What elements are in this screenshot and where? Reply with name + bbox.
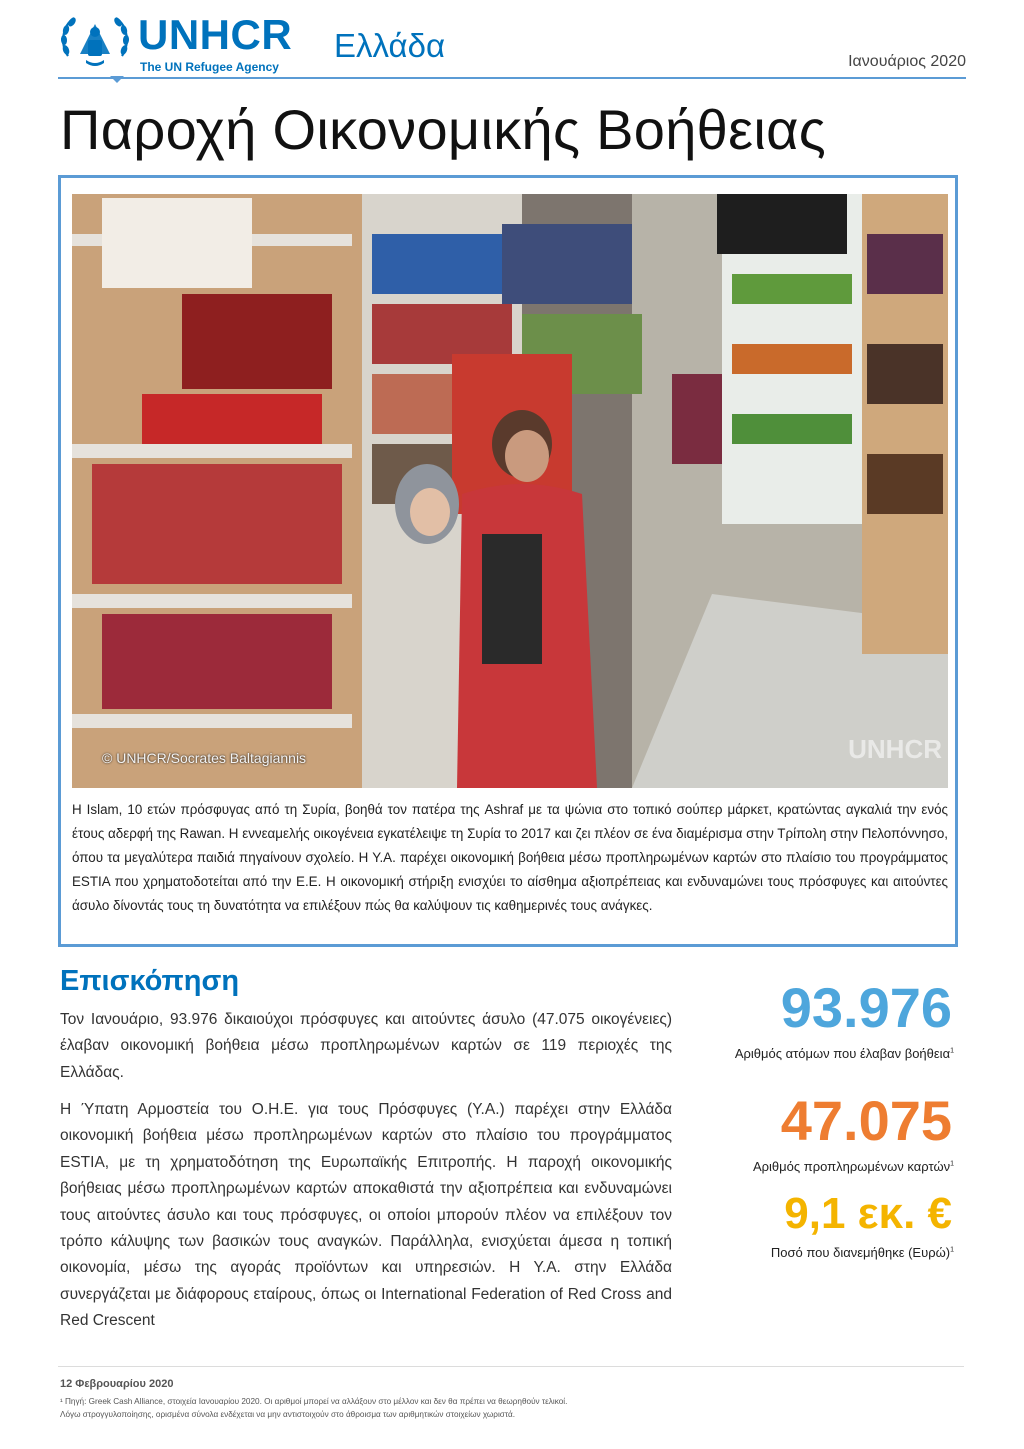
- unhcr-emblem-icon: [58, 10, 132, 74]
- stat-amount-value: 9,1 εκ. €: [784, 1189, 952, 1238]
- stat-cards-label: Αριθμός προπληρωμένων καρτών$^1$: [752, 1159, 954, 1174]
- photo-illustration: [72, 194, 948, 788]
- header-divider: [58, 77, 966, 79]
- stat-people-value: 93.976: [780, 976, 952, 1039]
- photo-caption: H Islam, 10 ετών πρόσφυγας από τη Συρία, βοηθά τον πατέρα της Ashraf με τα ψώνια στο τοπικό σούπερ μάρκετ, κρατώντας αγκαλιά την ενός έτους αδερφή της Rawan. Η εννεαμελής οικογένεια εγκατέλειψε τη Συρία το 2017 και ζει πλέον σε ένα διαμέρισμα στην Τρίπολη στην Πελοπόννησο, όπου τα μεγαλύτερα παιδιά πηγαίνουν σχολείο. Η Υ.Α. παρέχει οικονομική βοήθεια μέσω προπληρωμένων καρτών στο πλαίσιο του προγράμματος ESTIA που χρηματοδοτείται από την Ε.Ε. Η οικονομική στήριξη ενισχύει το αίσθημα αξιοπρέπειας και ενδυναμώνει τους πρόσφυγες και αιτούντες άσυλο δίνοντάς τους τη δυνατότητα να επιλέξουν πώς θα καλύψουν τις καθημερινές τους ανάγκες.: [72, 802, 948, 913]
- stat-amount-label: Ποσό που διανεμήθηκε $(E\upsilon\rho ώ)^1$: [770, 1245, 954, 1260]
- overview-heading: Επισκόπηση: [60, 965, 240, 997]
- footnote-rounding: Λόγω στρογγυλοποίησης, ορισμένα σύνολα ενδέχεται να μην αντιστοιχούν στο άθροισμα των αριθμητικών στοιχείων χωριστά.: [60, 1410, 515, 1419]
- photo-credit: © UNHCR/Socrates Baltagiannis: [102, 750, 307, 766]
- stat-people-label: Αριθμός ατόμων που έλαβαν βοήθεια$^1$: [734, 1046, 954, 1061]
- publication-date: 12 Φεβρουαρίου 2020: [60, 1378, 174, 1390]
- logo-title: UNHCR: [138, 11, 293, 58]
- logo-subtitle: The UN Refugee Agency: [140, 60, 279, 74]
- unhcr-logo: [58, 10, 318, 74]
- stat-cards-value: 47.075: [780, 1089, 952, 1152]
- overview-paragraph-2: Η Ύπατη Αρμοστεία του Ο.Η.Ε. για τους Πρόσφυγες (Υ.Α.) παρέχει στην Ελλάδα οικονομική βοήθεια μέσω προπληρωμένων καρτών στο πλαίσιο του προγράμματος ESTIA, με τη χρηματοδότηση της Ευρωπαϊκής Επιτροπής. Η παροχή οικονομικής βοήθειας μέσω προπληρωμένων καρτών αποκαθιστά την αξιοπρέπεια και ενδυναμώνει τους αιτούντες άσυλο και τους πρόσφυγες, οι οποίοι μπορούν πλέον να επιλέξουν τον τρόπο κάλυψης των βασικών τους αναγκών. Παράλληλα, ενισχύεται άμεσα η τοπική οικονομία, μέσω της αγοράς προϊόντων και υπηρεσιών. Η Υ.Α. στην Ελλάδα συνεργάζεται με διάφορους εταίρους, όπως οι International Federation of Red Cross and Red Crescent: [60, 1101, 672, 1330]
- supermarket-photo: [72, 194, 948, 788]
- header-divider-pointer: [110, 76, 124, 83]
- page-title: Παροχή Οικονομικής Βοήθειας: [60, 98, 827, 161]
- report-date: Ιανουάριος 2020: [848, 53, 966, 70]
- overview-paragraph-1: Τον Ιανουάριο, 93.976 δικαιούχοι πρόσφυγες και αιτούντες άσυλο (47.075 οικογένειες) έλαβαν οικονομική βοήθεια μέσω προπληρωμένων καρτών σε 119 περιοχές της Ελλάδας.: [60, 1011, 672, 1081]
- unhcr-watermark: UNHCR: [848, 734, 942, 764]
- footnote-source: ¹ Πηγή: Greek Cash Alliance, στοιχεία Ιανουαρίου 2020. Οι αριθμοί μπορεί να αλλάξουν στο μέλλον και δεν θα πρέπει να θεωρηθούν τελικοί.: [60, 1397, 568, 1406]
- footer-divider: [58, 1366, 964, 1367]
- country-name: Ελλάδα: [334, 27, 446, 64]
